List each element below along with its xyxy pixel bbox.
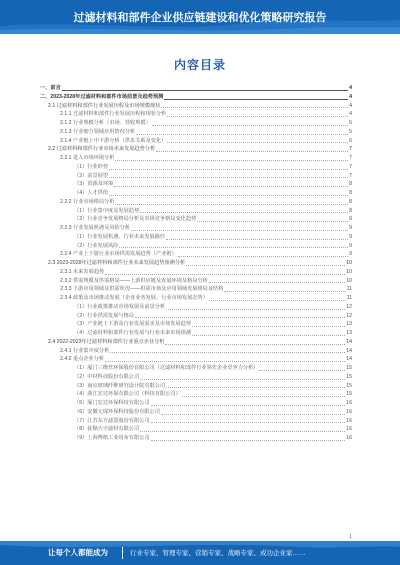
- toc-entry-title: （4）浙江宏达环保有限公司（科技有限公司）: [74, 391, 181, 398]
- toc-entry[interactable]: [40, 119, 352, 128]
- toc-entry-page: 16: [346, 417, 352, 424]
- toc-entry-page: 6: [349, 137, 352, 144]
- footer-banner: [0, 541, 400, 565]
- toc-entry-title: （4）过滤材料和部件行业发展与行业未来市场预测: [74, 330, 192, 336]
- toc-leader-dots: [140, 431, 345, 432]
- toc-entry-title: （2）行业发展风险: [74, 242, 119, 249]
- toc-entry[interactable]: [40, 145, 352, 154]
- toc-entry[interactable]: [40, 110, 352, 119]
- toc-leader-dots: [151, 405, 346, 406]
- toc-entry-page: 8: [349, 190, 352, 196]
- toc-entry[interactable]: [40, 128, 352, 137]
- toc-leader-dots: [109, 195, 348, 196]
- toc-entry-title: （1）行业政策推动市场发展及前景分析: [74, 303, 166, 310]
- toc-entry-title: 2.4 2022-2023年过滤材料和部件行业重点企业分析: [48, 338, 165, 345]
- toc-entry[interactable]: [40, 84, 352, 93]
- toc-entry[interactable]: [40, 268, 352, 277]
- toc-leader-dots: [166, 309, 345, 310]
- toc-entry-title: 2.1.2 行业规模分析（市场、营收规模）: [60, 120, 151, 126]
- toc-leader-dots: [151, 440, 346, 441]
- toc-entry-title: （3）产业链上下游及行业发展需求及市场发展趋势: [74, 321, 192, 328]
- toc-entry-page: 9: [349, 251, 352, 258]
- toc-entry[interactable]: [40, 198, 352, 207]
- toc-leader-dots: [109, 177, 348, 178]
- toc-entry-page: 14: [346, 338, 352, 345]
- toc-leader-dots: [164, 99, 348, 100]
- toc-entry[interactable]: [40, 382, 352, 391]
- toc-entry-title: （2）前景展望: [74, 172, 109, 179]
- toc-entry-title: （2）行业供需发展与格局: [74, 312, 134, 319]
- toc-leader-dots: [166, 239, 348, 240]
- toc-leader-dots: [119, 247, 348, 248]
- toc-leader-dots: [151, 422, 346, 423]
- toc-entry-title: （3）资源及环境: [74, 181, 114, 188]
- toc-leader-dots: [105, 274, 345, 275]
- toc-entry-page: 16: [346, 400, 352, 406]
- toc-entry-page: 15: [346, 391, 352, 398]
- toc-entry-page: 11: [346, 286, 352, 293]
- toc-entry[interactable]: [40, 373, 352, 382]
- toc-entry[interactable]: [40, 180, 352, 189]
- toc-entry-page: 8: [349, 198, 352, 205]
- toc-entry[interactable]: [40, 408, 352, 417]
- toc-leader-dots: [114, 186, 348, 187]
- toc-leader-dots: [167, 116, 348, 117]
- toc-entry-title: （8）抚顺天宇滤材有限公司: [74, 426, 140, 433]
- toc-leader-dots: [224, 291, 345, 292]
- toc-entry-page: 9: [349, 225, 352, 231]
- toc-entry[interactable]: [40, 355, 352, 364]
- toc-entry-title: 2.3 2023-2028年过滤材料和部件行业未来发展趋势预测分析: [48, 260, 186, 266]
- toc-entry-page: 16: [346, 408, 352, 415]
- toc-entry-page: 16: [346, 426, 352, 433]
- toc-entry-title: 2.1.1 过滤材料和部件行业发展历程和现状分析: [60, 111, 167, 118]
- header-banner: [0, 0, 400, 34]
- toc-leader-dots: [140, 212, 348, 213]
- toc-entry-title: （1）行业形势: [74, 163, 109, 170]
- toc-entry[interactable]: [40, 338, 352, 347]
- toc-leader-dots: [110, 352, 345, 353]
- toc-entry-page: 13: [346, 321, 352, 328]
- toc-entry[interactable]: [40, 364, 352, 373]
- toc-entry[interactable]: [40, 277, 352, 286]
- toc-entry[interactable]: [40, 347, 352, 356]
- toc-entry-page: 10: [346, 277, 352, 284]
- toc-entry-title: 2.2.3 行业发展机遇及风险分析: [60, 225, 131, 231]
- toc-entry[interactable]: [40, 102, 352, 111]
- toc-leader-dots: [135, 317, 345, 318]
- toc-entry[interactable]: [40, 163, 352, 172]
- toc-entry-page: 5: [349, 128, 352, 135]
- toc-entry-title: （2）中材科技股份有限公司: [74, 373, 140, 380]
- toc-entry[interactable]: [40, 285, 352, 294]
- toc-entry-page: 8: [349, 207, 352, 214]
- toc-leader-dots: [161, 107, 348, 108]
- toc-entry-page: 9: [349, 233, 352, 240]
- toc-entry-title: 2.1.4 产业链上中下游分析（供求关系及变化）: [60, 137, 167, 144]
- toc-entry[interactable]: [40, 189, 352, 198]
- toc-entry-page: 7: [349, 155, 352, 161]
- toc-entry-page: 4: [349, 93, 352, 100]
- toc-leader-dots: [136, 134, 348, 135]
- toc-entry-page: 4: [349, 102, 352, 109]
- toc-entry-title: 2.3.2 供需规模及供需格局——上游供应链及发展环境及格局分析: [60, 277, 208, 284]
- toc-entry-page: 12: [346, 303, 352, 310]
- footer-slogan-left: 让每个人都能成为: [48, 548, 108, 557]
- toc-entry[interactable]: [40, 137, 352, 146]
- toc-entry-title: 2.3.3 下游应用领域及供需状况——供需市场及应用领域发展格局及结构: [60, 286, 224, 293]
- toc-entry[interactable]: [40, 425, 352, 434]
- toc-entry[interactable]: [40, 303, 352, 312]
- report-title: 过滤材料和部件企业供应链建设和优化策略研究报告: [73, 12, 327, 24]
- toc-entry-page: 15: [346, 365, 352, 371]
- toc-entry-page: 10: [346, 260, 352, 266]
- toc-entry-title: 2.4.2 重点企业分析: [60, 356, 105, 363]
- toc-entry-page: 12: [346, 312, 352, 319]
- toc-entry[interactable]: [40, 224, 352, 233]
- toc-leader-dots: [259, 370, 345, 371]
- toc-leader-dots: [197, 221, 348, 222]
- toc-entry-page: 11: [346, 295, 352, 301]
- toc-entry[interactable]: [40, 93, 352, 102]
- toc-entry-title: 2.2.4 产业上下游行业市场供需发展趋势（产业链）: [60, 251, 177, 258]
- toc-entry-title: 一、前言: [40, 85, 61, 91]
- toc-entry-title: 2.4.1 行业集中度分析: [60, 347, 110, 354]
- toc-entry-page: 10: [346, 268, 352, 275]
- toc-entry-title: 2.2.2 行业市场格局分析: [60, 198, 115, 205]
- toc-entry-title: （1）厦门三维丝环保股份有限公司（过滤材料和部件行业领先企业竞争力分析）: [74, 365, 259, 371]
- toc-entry-title: 2.1.3 行业细分领域应用情况分析: [60, 128, 136, 135]
- toc-entry[interactable]: [40, 312, 352, 321]
- toc-leader-dots: [152, 125, 348, 126]
- toc-entry-page: 13: [346, 330, 352, 336]
- toc-entry[interactable]: [40, 215, 352, 224]
- toc-leader-dots: [131, 230, 348, 231]
- toc-entry-title: 2.3.4 政策及市场推动发展（企业业务发展、行业市场发展态势）: [60, 295, 208, 301]
- table-of-contents: [40, 84, 352, 443]
- toc-entry-title: （6）安徽元琛环保科技股份有限公司: [74, 408, 160, 415]
- toc-entry-page: 7: [349, 172, 352, 179]
- toc-leader-dots: [186, 265, 345, 266]
- footer-slogan-right: 行业专家、管理专家、营销专家、战略专家、成功企业家……: [130, 550, 306, 557]
- toc-entry-page: 4: [349, 111, 352, 118]
- toc-leader-dots: [167, 142, 348, 143]
- toc-entry[interactable]: [40, 259, 352, 268]
- toc-entry-title: （2）行业竞争发展格局分析及市场竞争格局变化趋势: [74, 216, 197, 223]
- toc-entry[interactable]: [40, 434, 352, 443]
- toc-entry[interactable]: [40, 154, 352, 163]
- toc-entry-title: （3）南京玻璃纤维研究设计院有限公司: [74, 382, 166, 389]
- toc-entry-title: （9）上海博格工业用布有限公司: [74, 435, 150, 441]
- toc-leader-dots: [182, 396, 346, 397]
- toc-entry-page: 16: [346, 435, 352, 441]
- toc-entry[interactable]: [40, 399, 352, 408]
- toc-entry[interactable]: [40, 417, 352, 426]
- toc-entry-page: 8: [349, 181, 352, 188]
- toc-entry-title: 2.2.1 进入市场环境分析: [60, 155, 115, 161]
- toc-leader-dots: [109, 169, 348, 170]
- toc-entry[interactable]: [40, 329, 352, 338]
- toc-leader-dots: [62, 90, 348, 91]
- toc-entry-page: 9: [349, 216, 352, 223]
- toc-leader-dots: [156, 151, 348, 152]
- toc-entry[interactable]: [40, 390, 352, 399]
- toc-entry-page: 15: [346, 382, 352, 389]
- toc-leader-dots: [178, 256, 348, 257]
- toc-entry[interactable]: [40, 207, 352, 216]
- toc-leader-dots: [209, 300, 346, 301]
- toc-entry-title: （7）江苏东方滤袋股份有限公司: [74, 417, 150, 424]
- toc-entry-page: 7: [349, 163, 352, 170]
- toc-entry[interactable]: [40, 294, 352, 303]
- toc-entry[interactable]: [40, 172, 352, 181]
- toc-entry-page: 5: [349, 120, 352, 126]
- toc-entry-title: （5）厦门宏达环保科技有限公司: [74, 400, 150, 406]
- toc-entry[interactable]: [40, 320, 352, 329]
- toc-entry-title: 2.2 过滤材料和部件行业市场未来发展趋势分析: [48, 146, 156, 153]
- toc-entry-title: （1）行业发展机遇、行业未来发展路径: [74, 233, 166, 240]
- toc-leader-dots: [140, 379, 345, 380]
- toc-leader-dots: [209, 282, 345, 283]
- toc-entry-title: 2.1 过滤材料和部件行业发展历程及市场规模现状: [48, 102, 161, 109]
- toc-leader-dots: [192, 326, 345, 327]
- toc-leader-dots: [165, 344, 345, 345]
- toc-entry-page: 14: [346, 347, 352, 354]
- toc-entry-title: （4）人才供给: [74, 190, 109, 196]
- toc-entry-title: （1）行业集中度及发展趋势: [74, 207, 140, 214]
- toc-entry[interactable]: [40, 233, 352, 242]
- toc-leader-dots: [115, 160, 348, 161]
- footer-divider: [122, 547, 123, 559]
- toc-leader-dots: [115, 204, 348, 205]
- toc-entry-page: 9: [349, 242, 352, 249]
- toc-entry-page: 15: [346, 373, 352, 380]
- toc-entry-title: 二、2023-2028年过滤材料和部件市场前景及趋势预测: [40, 93, 164, 100]
- page-number: 1: [349, 534, 352, 540]
- toc-heading: 内容目录: [173, 58, 226, 72]
- toc-leader-dots: [166, 387, 345, 388]
- toc-leader-dots: [192, 335, 345, 336]
- toc-entry[interactable]: [40, 250, 352, 259]
- toc-leader-dots: [105, 361, 345, 362]
- toc-entry-page: 14: [346, 356, 352, 363]
- toc-leader-dots: [161, 414, 345, 415]
- toc-entry-title: 2.3.1 未来发展趋势: [60, 268, 105, 275]
- toc-entry-page: 4: [349, 85, 352, 91]
- toc-entry[interactable]: [40, 242, 352, 251]
- toc-entry-page: 7: [349, 146, 352, 153]
